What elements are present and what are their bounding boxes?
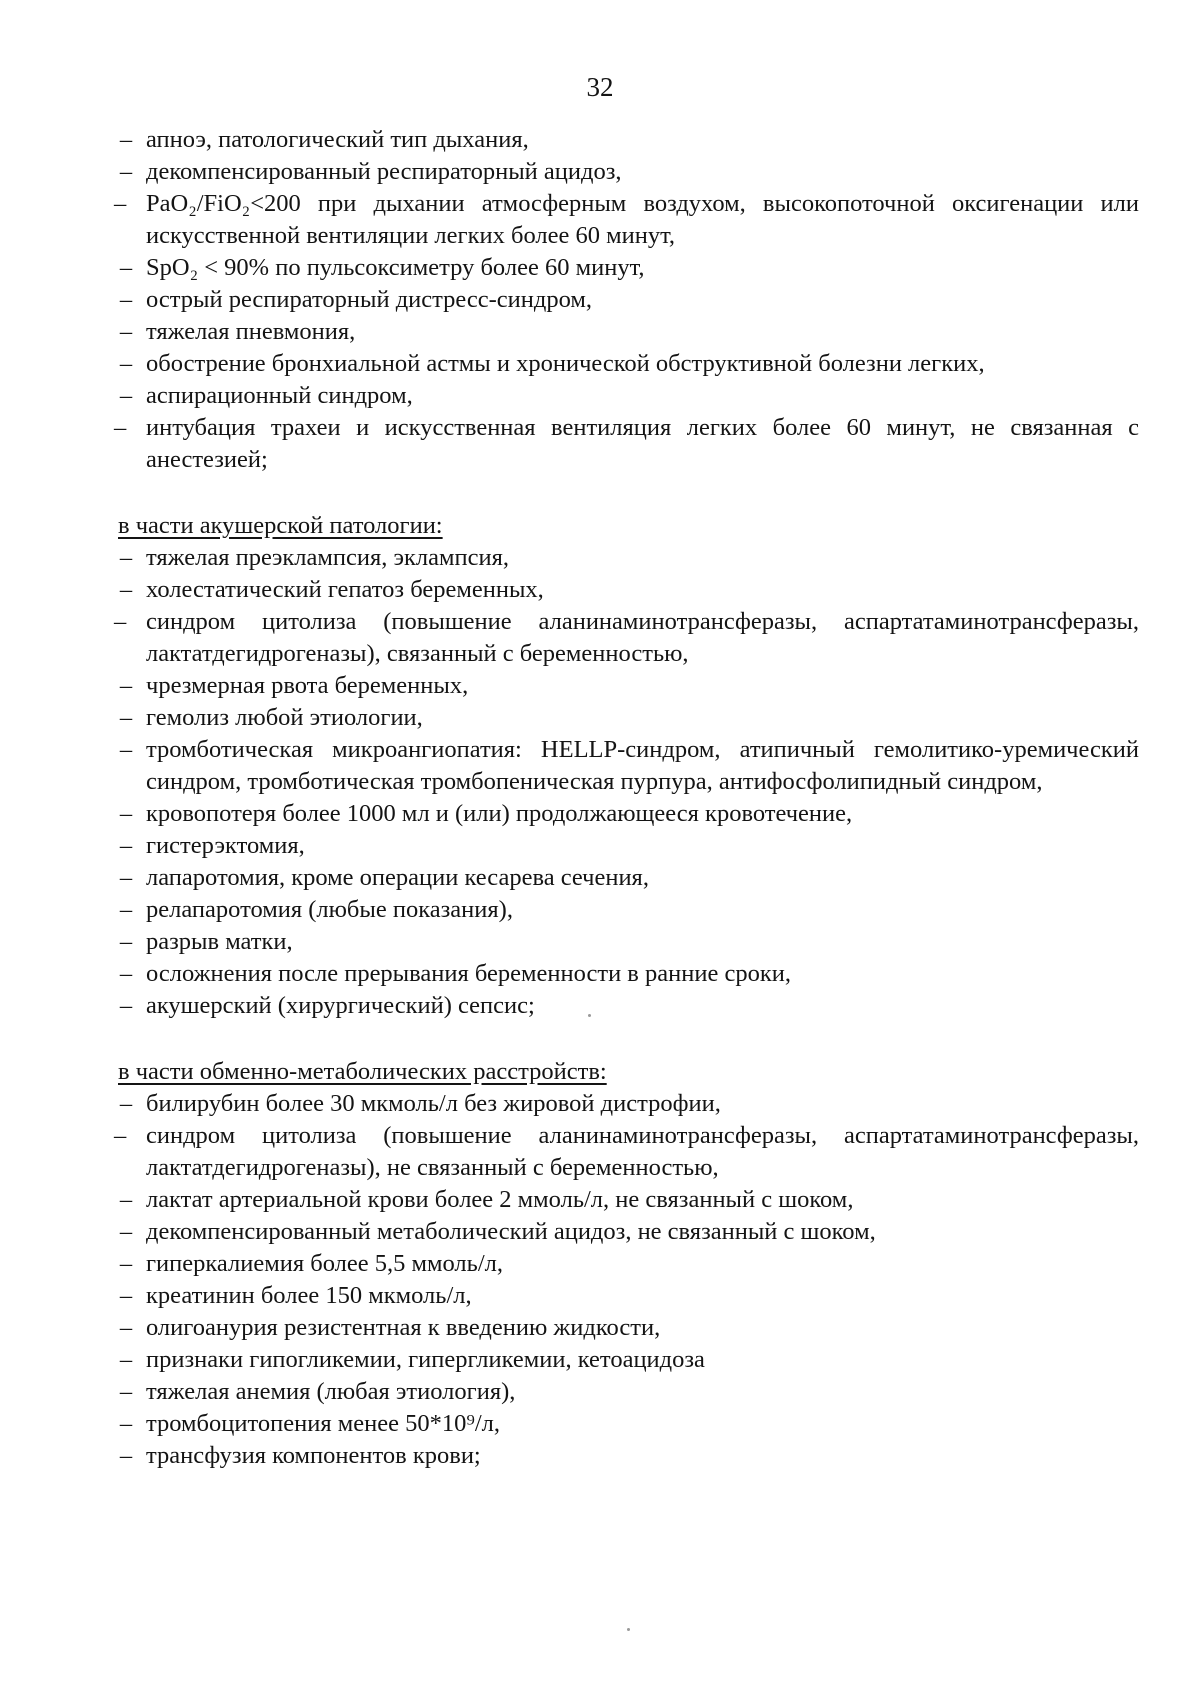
- list-item: [114, 1120, 1139, 1184]
- list-item: [114, 670, 1139, 702]
- bullet-dash: –: [119, 1442, 133, 1469]
- scan-speck: [627, 1628, 630, 1631]
- bullet-dash: –: [119, 1346, 133, 1373]
- list-item-text: трансфузия компонентов крови;: [146, 1442, 481, 1469]
- list-item-text: разрыв матки,: [146, 928, 293, 955]
- bullet-dash: –: [119, 1282, 133, 1309]
- list-item: [114, 1312, 1139, 1344]
- list-item: [114, 156, 1139, 188]
- list-item-text: тромбоцитопения менее 50*10⁹/л,: [146, 1410, 501, 1437]
- list-item-text: гистерэктомия,: [146, 832, 305, 859]
- list-item-text: PaO₂/FiO₂<200 при дыхании атмосферным воздухом, высокопоточной оксигенации или искусственной вентиляции легких более 60 минут,: [146, 190, 1139, 249]
- metabolic-section: [114, 1056, 1139, 1472]
- section-heading-obstetric: в части акушерской патологии:: [118, 512, 443, 539]
- bullet-dash: –: [119, 992, 133, 1019]
- list-item-text: тромботическая микроангиопатия: HELLP-синдром, атипичный гемолитико-уремический синдром, тромботическая тромбопеническая пурпура, антифосфолипидный синдром,: [146, 736, 1139, 795]
- list-item: [114, 1408, 1139, 1440]
- bullet-dash: –: [119, 1090, 133, 1117]
- bullet-dash: –: [119, 576, 133, 603]
- list-item-text: тяжелая анемия (любая этиология),: [146, 1378, 516, 1405]
- list-item: [114, 380, 1139, 412]
- list-item: [114, 894, 1139, 926]
- list-item: [114, 1216, 1139, 1248]
- list-item: [114, 1088, 1139, 1120]
- list-item-text: гемолиз любой этиологии,: [146, 704, 423, 731]
- bullet-dash: –: [119, 286, 133, 313]
- bullet-dash: –: [119, 544, 133, 571]
- bullet-dash: –: [119, 254, 133, 281]
- bullet-dash: –: [119, 672, 133, 699]
- page-number: 32: [586, 72, 614, 102]
- bullet-dash: –: [119, 350, 133, 377]
- bullet-dash: –: [119, 318, 133, 345]
- bullet-dash: –: [119, 928, 133, 955]
- list-item: [114, 188, 1139, 252]
- bullet-dash: –: [119, 1250, 133, 1277]
- list-item: [114, 606, 1139, 670]
- list-item: [114, 412, 1139, 476]
- list-item-text: кровопотеря более 1000 мл и (или) продолжающееся кровотечение,: [146, 800, 853, 827]
- list-item-text: обострение бронхиальной астмы и хронической обструктивной болезни легких,: [146, 350, 985, 377]
- list-item-text: тяжелая преэклампсия, эклампсия,: [146, 544, 510, 571]
- bullet-dash: –: [119, 158, 133, 185]
- document-body: [114, 124, 1139, 1472]
- obstetric-section: [114, 510, 1139, 1022]
- bullet-dash: –: [119, 704, 133, 731]
- list-item-text: синдром цитолиза (повышение аланинаминотрансферазы, аспартатаминотрансферазы, лактатдегидрогеназы), связанный с беременностью,: [146, 608, 1139, 667]
- bullet-dash: –: [119, 1314, 133, 1341]
- list-item: [114, 990, 1139, 1022]
- list-item: [114, 1248, 1139, 1280]
- list-item: [114, 1440, 1139, 1472]
- list-item-text: олигоанурия резистентная к введению жидкости,: [146, 1314, 661, 1341]
- bullet-dash: –: [114, 1122, 127, 1149]
- list-item-text: тяжелая пневмония,: [146, 318, 356, 345]
- bullet-dash: –: [119, 1186, 133, 1213]
- metabolic-list: [114, 1088, 1139, 1472]
- list-item-text: холестатический гепатоз беременных,: [146, 576, 544, 603]
- bullet-dash: –: [119, 1218, 133, 1245]
- bullet-dash: –: [119, 864, 133, 891]
- list-item: [114, 124, 1139, 156]
- list-item-text: осложнения после прерывания беременности в ранние сроки,: [146, 960, 791, 987]
- list-item: [114, 542, 1139, 574]
- list-item-text: креатинин более 150 мкмоль/л,: [146, 1282, 472, 1309]
- bullet-dash: –: [119, 832, 133, 859]
- bullet-dash: –: [119, 960, 133, 987]
- respiratory-list: [114, 124, 1139, 476]
- list-item-text: SpO₂ < 90% по пульсоксиметру более 60 минут,: [146, 254, 645, 281]
- obstetric-list: [114, 542, 1139, 1022]
- list-item: [114, 1280, 1139, 1312]
- list-item: [114, 702, 1139, 734]
- bullet-dash: –: [119, 126, 133, 153]
- list-item-text: аспирационный синдром,: [146, 382, 413, 409]
- list-item: [114, 252, 1139, 284]
- bullet-dash: –: [119, 736, 133, 763]
- bullet-dash: –: [119, 896, 133, 923]
- bullet-dash: –: [114, 414, 127, 441]
- list-item-text: лапаротомия, кроме операции кесарева сечения,: [146, 864, 649, 891]
- list-item: [114, 316, 1139, 348]
- list-item-text: апноэ, патологический тип дыхания,: [146, 126, 529, 153]
- bullet-dash: –: [119, 800, 133, 827]
- list-item: [114, 958, 1139, 990]
- bullet-dash: –: [114, 608, 127, 635]
- respiratory-section: [114, 124, 1139, 476]
- list-item: [114, 574, 1139, 606]
- list-item-text: декомпенсированный респираторный ацидоз,: [146, 158, 622, 185]
- list-item: [114, 734, 1139, 798]
- list-item: [114, 284, 1139, 316]
- bullet-dash: –: [119, 1410, 133, 1437]
- scan-speck: [588, 1014, 591, 1017]
- bullet-dash: –: [119, 1378, 133, 1405]
- list-item: [114, 830, 1139, 862]
- list-item-text: чрезмерная рвота беременных,: [146, 672, 469, 699]
- list-item-text: синдром цитолиза (повышение аланинаминотрансферазы, аспартатаминотрансферазы, лактатдегидрогеназы), не связанный с беременностью,: [146, 1122, 1139, 1181]
- list-item: [114, 1344, 1139, 1376]
- list-item: [114, 1184, 1139, 1216]
- list-item-text: билирубин более 30 мкмоль/л без жировой дистрофии,: [146, 1090, 721, 1117]
- list-item: [114, 1376, 1139, 1408]
- list-item-text: интубация трахеи и искусственная вентиляция легких более 60 минут, не связанная с анестезией;: [146, 414, 1139, 473]
- list-item: [114, 798, 1139, 830]
- list-item-text: декомпенсированный метаболический ацидоз, не связанный с шоком,: [146, 1218, 876, 1245]
- list-item-text: острый респираторный дистресс-синдром,: [146, 286, 593, 313]
- section-heading-metabolic: в части обменно-метаболических расстройств:: [118, 1058, 607, 1085]
- bullet-dash: –: [119, 382, 133, 409]
- list-item: [114, 926, 1139, 958]
- list-item-text: гиперкалиемия более 5,5 ммоль/л,: [146, 1250, 503, 1277]
- bullet-dash: –: [114, 190, 127, 217]
- list-item: [114, 348, 1139, 380]
- list-item-text: признаки гипогликемии, гипергликемии, кетоацидоза: [146, 1346, 705, 1373]
- list-item-text: лактат артериальной крови более 2 ммоль/л, не связанный с шоком,: [146, 1186, 854, 1213]
- list-item-text: релапаротомия (любые показания),: [146, 896, 513, 923]
- list-item-text: акушерский (хирургический) сепсис;: [146, 992, 535, 1019]
- list-item: [114, 862, 1139, 894]
